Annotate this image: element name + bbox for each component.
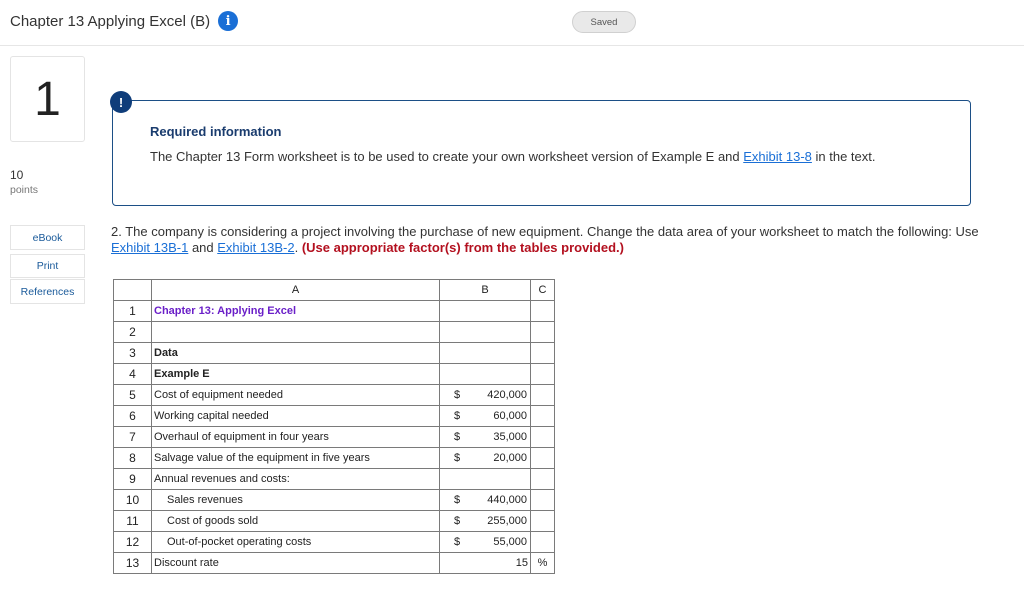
cell-b10	[440, 490, 531, 511]
cell-a3: Data	[152, 343, 440, 364]
cell-c9	[531, 469, 555, 490]
row-number: 6	[114, 406, 152, 427]
cell-b11	[440, 511, 531, 532]
cell-a7: Overhaul of equipment in four years	[152, 427, 440, 448]
cell-b2	[440, 322, 531, 343]
saved-status-badge: Saved	[572, 11, 636, 33]
cell-b13: 15	[440, 553, 531, 574]
cell-value: 420,000	[487, 389, 527, 401]
cell-a6: Working capital needed	[152, 406, 440, 427]
table-row	[114, 532, 555, 553]
points-value: 10	[10, 168, 24, 182]
points-label: points	[10, 184, 39, 196]
cell-a1: Chapter 13: Applying Excel	[152, 301, 440, 322]
cell-value: 60,000	[493, 410, 527, 422]
table-row	[114, 406, 555, 427]
required-information-box	[112, 100, 971, 206]
currency-symbol: $	[454, 410, 461, 422]
cell-b3	[440, 343, 531, 364]
row-number: 3	[114, 343, 152, 364]
row-number: 8	[114, 448, 152, 469]
print-button[interactable]: Print	[10, 254, 85, 278]
table-row	[114, 448, 555, 469]
cell-a13: Discount rate	[152, 553, 440, 574]
row-number: 12	[114, 532, 152, 553]
cell-c7	[531, 427, 555, 448]
currency-symbol: $	[454, 515, 461, 527]
cell-b8	[440, 448, 531, 469]
row-number: 2	[114, 322, 152, 343]
cell-b1	[440, 301, 531, 322]
row-number: 7	[114, 427, 152, 448]
cell-c1	[531, 301, 555, 322]
currency-symbol: $	[454, 452, 461, 464]
row-number: 10	[114, 490, 152, 511]
cell-value: 20,000	[493, 452, 527, 464]
cell-value: 35,000	[493, 431, 527, 443]
ebook-button[interactable]: eBook	[10, 225, 85, 250]
row-number: 13	[114, 553, 152, 574]
spreadsheet-table	[113, 279, 555, 574]
required-information-title: Required information	[150, 124, 282, 139]
row-number: 11	[114, 511, 152, 532]
header-bar	[0, 0, 1024, 46]
question-text-3: .	[294, 240, 302, 255]
cell-c3	[531, 343, 555, 364]
cell-c13: %	[531, 553, 555, 574]
cell-a11: Cost of goods sold	[152, 511, 440, 532]
cell-a12: Out-of-pocket operating costs	[152, 532, 440, 553]
cell-a9: Annual revenues and costs:	[152, 469, 440, 490]
cell-value: 440,000	[487, 494, 527, 506]
row-number: 1	[114, 301, 152, 322]
assignment-title	[10, 11, 238, 31]
column-header-b: B	[440, 280, 531, 301]
cell-c8	[531, 448, 555, 469]
currency-symbol: $	[454, 536, 461, 548]
row-number: 9	[114, 469, 152, 490]
table-row	[114, 469, 555, 490]
table-row	[114, 364, 555, 385]
cell-b5	[440, 385, 531, 406]
table-row	[114, 427, 555, 448]
table-row	[114, 511, 555, 532]
alert-icon: !	[110, 91, 132, 113]
exhibit-13b-2-link[interactable]: Exhibit 13B-2	[217, 240, 295, 255]
required-information-text	[150, 149, 950, 165]
cell-c6	[531, 406, 555, 427]
req-text-before: The Chapter 13 Form worksheet is to be used to create your own worksheet version of Example E and	[150, 149, 744, 164]
cell-b6	[440, 406, 531, 427]
cell-b7	[440, 427, 531, 448]
req-text-after: in the text.	[811, 149, 876, 164]
cell-b12	[440, 532, 531, 553]
cell-a4: Example E	[152, 364, 440, 385]
row-number: 4	[114, 364, 152, 385]
cell-a5: Cost of equipment needed	[152, 385, 440, 406]
cell-value: 255,000	[487, 515, 527, 527]
cell-c11	[531, 511, 555, 532]
column-header-a: A	[152, 280, 440, 301]
exhibit-13-8-link[interactable]: Exhibit 13-8	[743, 149, 812, 164]
question-text-1: 2. The company is considering a project involving the purchase of new equipment. Change the data area of your worksheet to match the following: Use	[111, 224, 979, 239]
cell-a10: Sales revenues	[152, 490, 440, 511]
question-text-2: and	[188, 240, 218, 255]
cell-c12	[531, 532, 555, 553]
cell-c5	[531, 385, 555, 406]
exhibit-13b-1-link[interactable]: Exhibit 13B-1	[111, 240, 189, 255]
assignment-title-text: Chapter 13 Applying Excel (B)	[10, 12, 211, 30]
table-row	[114, 343, 555, 364]
table-row	[114, 385, 555, 406]
cell-c2	[531, 322, 555, 343]
row-number: 5	[114, 385, 152, 406]
cell-value: 55,000	[493, 536, 527, 548]
sheet-corner-cell	[114, 280, 152, 301]
currency-symbol: $	[454, 494, 461, 506]
currency-symbol: $	[454, 389, 461, 401]
table-row	[114, 301, 555, 322]
currency-symbol: $	[454, 431, 461, 443]
cell-c4	[531, 364, 555, 385]
cell-a8: Salvage value of the equipment in five years	[152, 448, 440, 469]
cell-b4	[440, 364, 531, 385]
cell-b9	[440, 469, 531, 490]
references-button[interactable]: References	[10, 279, 85, 304]
cell-c10	[531, 490, 555, 511]
table-row	[114, 322, 555, 343]
question-text	[111, 224, 981, 256]
cell-a2	[152, 322, 440, 343]
column-header-row	[114, 280, 555, 301]
info-icon[interactable]: i	[218, 11, 238, 31]
table-row	[114, 490, 555, 511]
column-header-c: C	[531, 280, 555, 301]
table-row	[114, 553, 555, 574]
question-number: 1	[10, 56, 85, 142]
question-instruction: (Use appropriate factor(s) from the tables provided.)	[301, 240, 624, 255]
